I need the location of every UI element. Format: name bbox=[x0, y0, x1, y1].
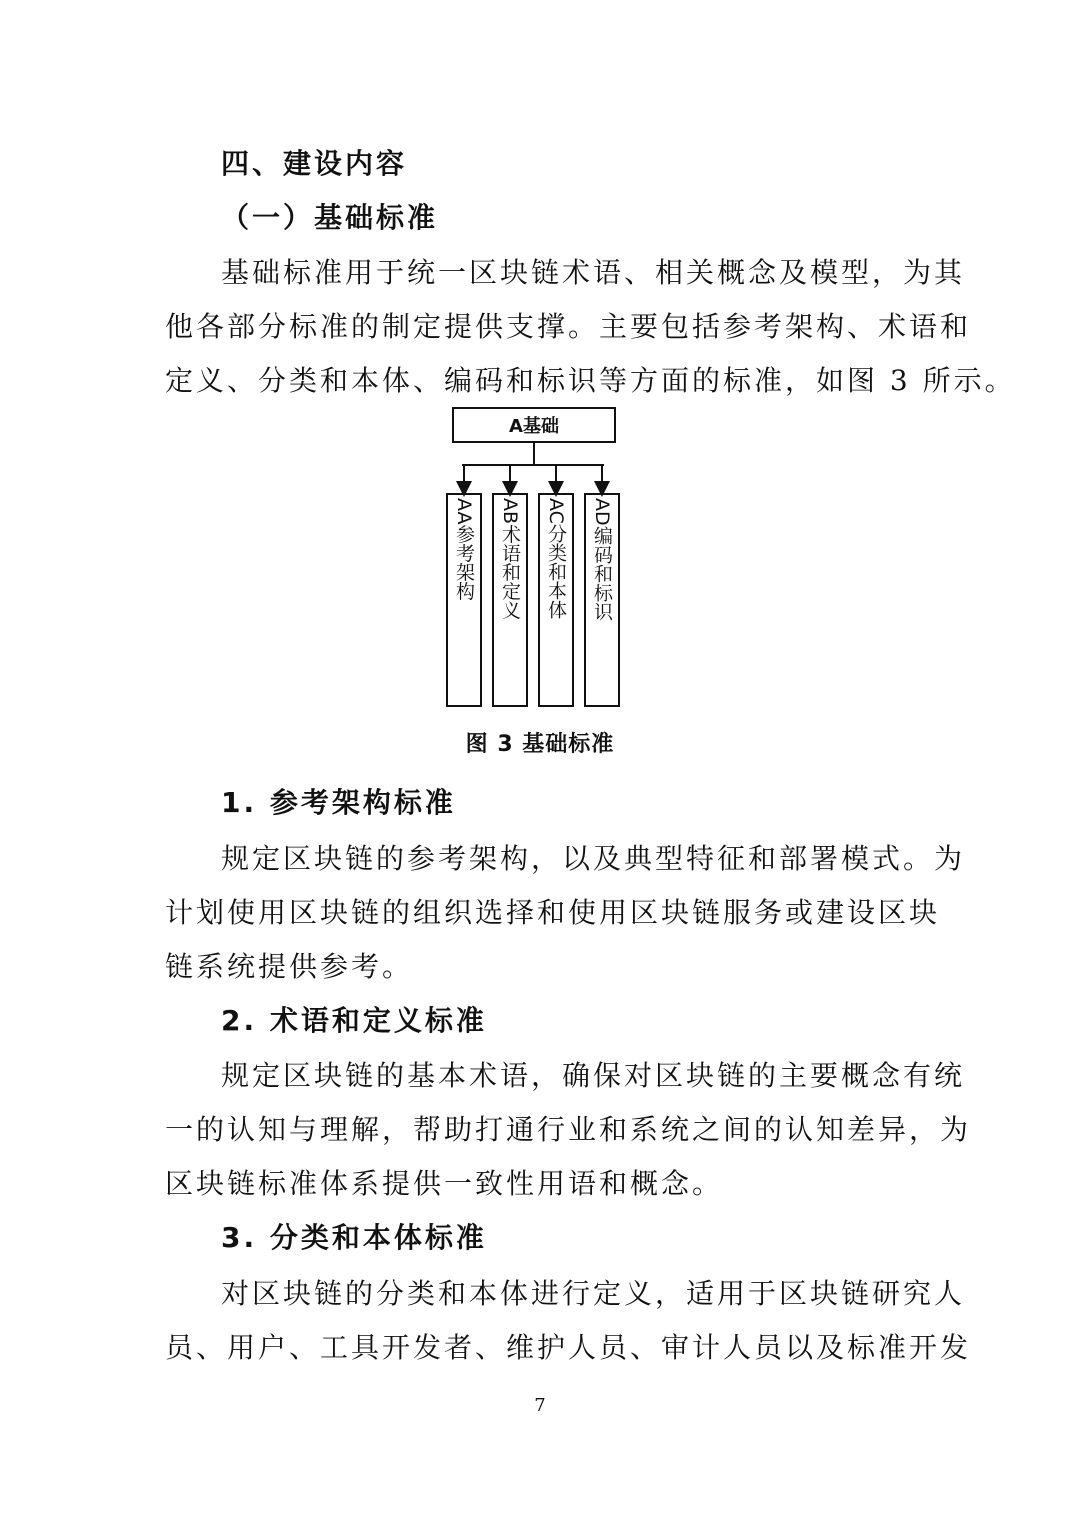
diagram-child-label: AA参考架构 bbox=[453, 498, 475, 601]
page-number: 7 bbox=[534, 1395, 546, 1416]
diagram-child-label: AC分类和本体 bbox=[545, 498, 567, 619]
subsection-heading: （一）基础标准 bbox=[221, 201, 439, 234]
diagram-child-node-ad bbox=[584, 493, 620, 707]
item-heading-1: 1. 参考架构标准 bbox=[221, 786, 456, 819]
paragraph-line: 计划使用区块链的组织选择和使用区块链服务或建设区块 bbox=[165, 896, 941, 929]
paragraph-line: 规定区块链的基本术语，确保对区块链的主要概念有统 bbox=[221, 1059, 966, 1092]
diagram-child-node-aa bbox=[446, 493, 482, 707]
diagram-child-node-ab bbox=[492, 493, 528, 707]
paragraph-line: 定义、分类和本体、编码和标识等方面的标准，如图 3 所示。 bbox=[165, 364, 1016, 397]
paragraph-line: 规定区块链的参考架构，以及典型特征和部署模式。为 bbox=[221, 842, 966, 875]
item-heading-2: 2. 术语和定义标准 bbox=[221, 1004, 487, 1037]
figure-3-diagram bbox=[440, 405, 640, 715]
diagram-root-node: A基础 bbox=[452, 407, 616, 443]
paragraph-line: 他各部分标准的制定提供支撑。主要包括参考架构、术语和 bbox=[165, 310, 972, 343]
diagram-child-label: AD编码和标识 bbox=[591, 498, 613, 621]
paragraph-line: 对区块链的分类和本体进行定义，适用于区块链研究人 bbox=[221, 1277, 966, 1310]
paragraph-line: 一的认知与理解，帮助打通行业和系统之间的认知差异，为 bbox=[165, 1113, 972, 1146]
paragraph-line: 链系统提供参考。 bbox=[165, 950, 414, 983]
section-heading: 四、建设内容 bbox=[221, 147, 408, 180]
diagram-child-label: AB术语和定义 bbox=[499, 498, 521, 620]
paragraph-line: 员、用户、工具开发者、维护人员、审计人员以及标准开发 bbox=[165, 1331, 972, 1364]
diagram-child-node-ac bbox=[538, 493, 574, 707]
paragraph-line: 基础标准用于统一区块链术语、相关概念及模型，为其 bbox=[221, 256, 966, 289]
figure-caption: 图 3 基础标准 bbox=[465, 732, 615, 757]
paragraph-line: 区块链标准体系提供一致性用语和概念。 bbox=[165, 1167, 724, 1200]
item-heading-3: 3. 分类和本体标准 bbox=[221, 1221, 487, 1254]
